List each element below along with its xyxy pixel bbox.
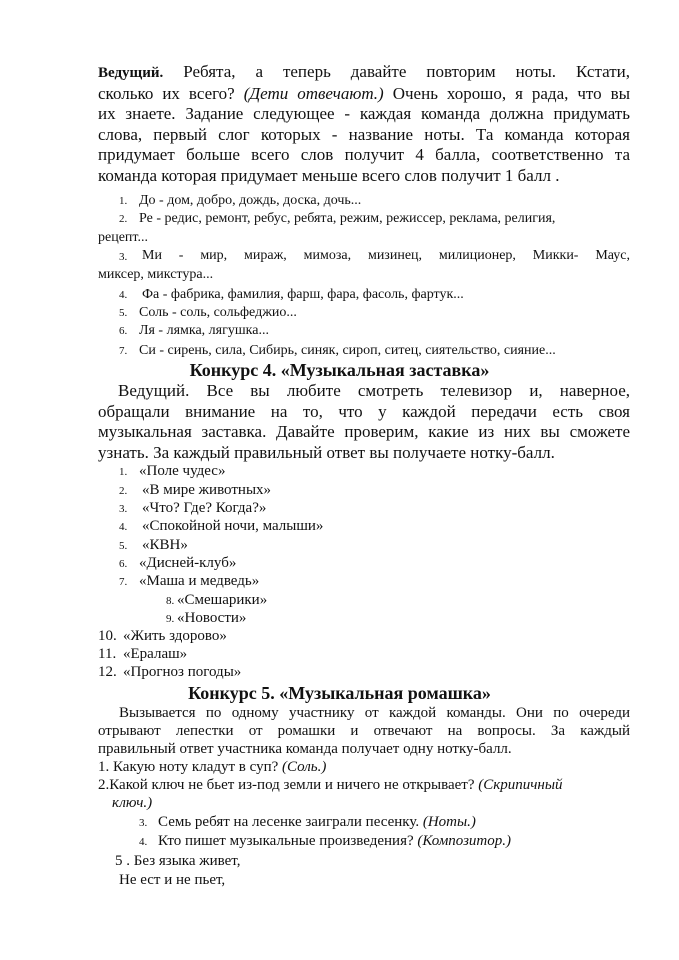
list-item: Соль - соль, сольфеджио... [139,305,297,320]
list-item: Семь ребят на лесенке заиграли песенку. (Ноты.) [158,814,476,830]
list-item: «Новости» [177,610,247,626]
list-item: «Что? Где? Когда?» [142,500,267,516]
list-item: Ля - лямка, лягушка... [139,323,269,338]
list-item: «Ералаш» [123,646,188,662]
contest-4-paragraph: Ведущий. Все вы любите смотреть телевизор и, наверное, обращали внимание на то, что у каждой передачи есть своя музыкальная заставка. Давайте проверим, какие из них вы сможете узнать. За каждый правильный ответ вы получаете нотку-балл. [98,381,631,462]
list-item-continuation: миксер, микстура... [98,267,214,282]
list-item: Фа - фабрика, фамилия, фарш, фара, фасоль, фартук... [142,287,464,302]
document-page: Ведущий. Ребята, а теперь давайте повторим ноты. Кстати, сколько их всего? (Дети отвечают.) Очень хорошо, я рада, что вы их знаете. Задание следующее - каждая команда должна придумать слова, первый слог которых - название ноты. Та команда которая придумает больше всего слов получит 4 балла, соответственно та команда которая придумает меньше всего слов получит 1 балл . 1. До - дом, добро, дождь, доска, дочь... 2. Ре - редис, ремонт, ребус, ребята, режим, режиссер, реклама, религия, рецепт... 3. Ми - мир, мираж, мимоза, мизинец, милиционер, Микки- Маус, миксер, микстура... 4. Фа - фабрика, фамилия, фарш, фара, фасоль, фартук... 5. Соль - соль, сольфеджио... 6. Ля - лямка, лягушка... 7. Си - сирень, сила, Сибирь, синяк, сироп, ситец, сиятельство, сияние... Конкурс 4. «Музыкальная заставка» Ведущий. Все вы любите смотреть телевизор и, наверное, обращали внимание на то, что у каждой передачи есть своя музыкальная заставка. Давайте проверим, какие из них вы сможете узнать. За каждый правильный ответ вы получаете нотку-балл. 1. «Поле чудес» 2. «В мире животных» 3. «Что? Где? Когда?» 4. «Спокойной ночи, малыши» 5. «КВН» 6. «Дисней-клуб» 7. «Маша и медведь» 8. «Смешарики» 9. «Новости» 10. «Жить здорово» 11. «Ералаш» 12. «Прогноз погоды» Конкурс 5. «Музыкальная ромашка» Вызывается по одному участнику от каждой команды. Они по очереди отрывают лепестки от ромашки и отвечают на вопросы. За каждый правильный ответ участника команда получает одну нотку-балл. 1. Какую ноту кладут в суп? (Соль.) 2.Какой ключ не бьет из-под земли и ничего не открывает? (Скрипичный ключ.) 3. Семь ребят на лесенке заиграли песенку. (Ноты.) 4. Кто пишет музыкальные произведения? (Композитор.) 5 . Без языка живет, Не ест и не пьет, [0,0,679,960]
list-item: «Смешарики» [177,592,268,608]
intro-paragraph: Ведущий. Ребята, а теперь давайте повторим ноты. Кстати, сколько их всего? (Дети отвечают.) Очень хорошо, я рада, что вы их знаете. Задание следующее - каждая команда должна придумать слова, первый слог которых - название ноты. Та команда которая придумает больше всего слов получит 4 балла, соответственно та команда которая придумает меньше всего слов получит 1 балл . [98,62,631,185]
riddle-answer: (Скрипичный [478,777,563,793]
stage-direction: (Дети отвечают.) [243,83,384,103]
list-item: «Маша и медведь» [139,573,260,589]
riddle-answer: (Ноты.) [422,814,476,830]
list-item: Си - сирень, сила, Сибирь, синяк, сироп, ситец, сиятельство, сияние... [139,343,556,358]
list-item: «КВН» [142,537,188,553]
list-item: Ре - редис, ремонт, ребус, ребята, режим, режиссер, реклама, религия, [139,211,556,226]
speaker-label: Ведущий. [118,381,190,400]
list-item: «Жить здорово» [123,628,227,644]
list-item: 5 . Без языка живет, [115,853,241,869]
list-item: До - дом, добро, дождь, доска, дочь... [139,193,362,208]
riddle-answer-continuation: ключ.) [112,795,153,811]
list-item-continuation: рецепт... [98,230,148,245]
list-item: Не ест и не пьет, [119,872,226,888]
list-item: «Спокойной ночи, малыши» [142,518,324,534]
list-item: «Поле чудес» [139,463,226,479]
list-item: «Дисней-клуб» [139,555,237,571]
contest-4-heading: Конкурс 4. «Музыкальная заставка» [189,360,490,380]
list-item: Ми - мир, мираж, мимоза, мизинец, милиционер, Микки- Маус, [142,248,630,263]
riddle-answer: (Соль.) [282,759,327,775]
list-item: 2.Какой ключ не бьет из-под земли и ничего не открывает? (Скрипичный [98,777,563,793]
riddle-answer: (Композитор.) [417,833,512,849]
speaker-label: Ведущий. [98,65,164,81]
list-item: Кто пишет музыкальные произведения? (Композитор.) [158,833,512,849]
list-item: «В мире животных» [142,482,272,498]
list-item: «Прогноз погоды» [123,664,242,680]
contest-5-heading: Конкурс 5. «Музыкальная ромашка» [188,683,491,703]
list-item: 1. Какую ноту кладут в суп? (Соль.) [98,759,327,775]
